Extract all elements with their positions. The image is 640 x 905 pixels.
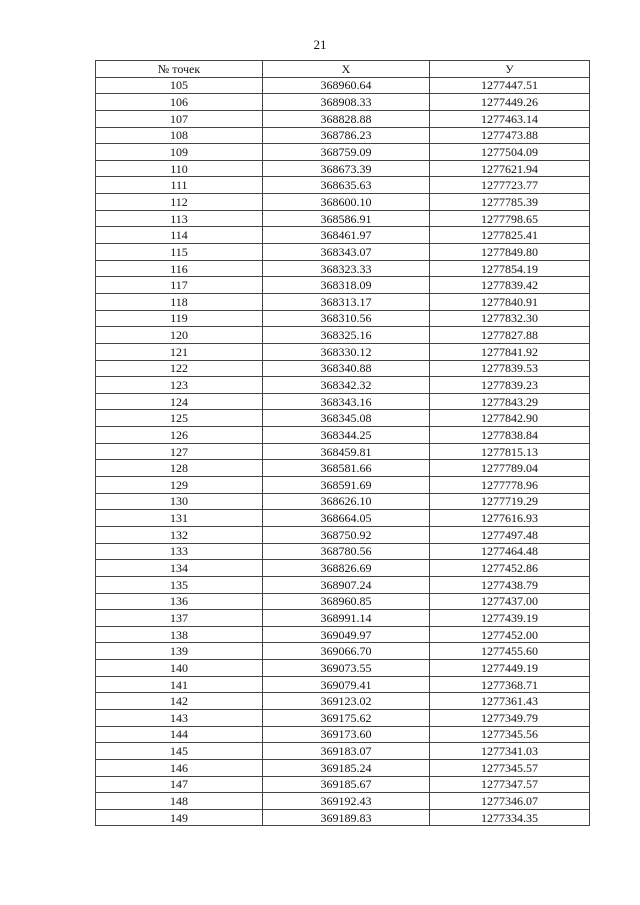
cell-x: 369079.41 xyxy=(263,676,430,693)
cell-x: 368664.05 xyxy=(263,510,430,527)
cell-point-number: 117 xyxy=(96,277,263,294)
table-row xyxy=(96,327,590,344)
cell-point-number: 107 xyxy=(96,110,263,127)
cell-point-number: 128 xyxy=(96,460,263,477)
table-row xyxy=(96,127,590,144)
cell-point-number: 131 xyxy=(96,510,263,527)
cell-point-number: 129 xyxy=(96,477,263,494)
cell-x: 368828.88 xyxy=(263,110,430,127)
cell-point-number: 109 xyxy=(96,144,263,161)
cell-point-number: 130 xyxy=(96,493,263,510)
cell-y: 1277497.48 xyxy=(430,526,590,543)
cell-point-number: 125 xyxy=(96,410,263,427)
table-row xyxy=(96,526,590,543)
cell-x: 368635.63 xyxy=(263,177,430,194)
cell-y: 1277849.80 xyxy=(430,244,590,261)
cell-y: 1277449.19 xyxy=(430,660,590,677)
cell-x: 368313.17 xyxy=(263,293,430,310)
cell-y: 1277334.35 xyxy=(430,809,590,826)
table-header xyxy=(96,61,590,78)
cell-x: 368323.33 xyxy=(263,260,430,277)
table-row xyxy=(96,610,590,627)
table-row xyxy=(96,310,590,327)
cell-y: 1277843.29 xyxy=(430,393,590,410)
cell-x: 368325.16 xyxy=(263,327,430,344)
table-row xyxy=(96,726,590,743)
cell-x: 368826.69 xyxy=(263,560,430,577)
table-row xyxy=(96,576,590,593)
cell-point-number: 123 xyxy=(96,377,263,394)
table-row xyxy=(96,560,590,577)
cell-x: 369073.55 xyxy=(263,660,430,677)
cell-y: 1277719.29 xyxy=(430,493,590,510)
table-row xyxy=(96,260,590,277)
cell-x: 368344.25 xyxy=(263,427,430,444)
cell-point-number: 134 xyxy=(96,560,263,577)
cell-point-number: 119 xyxy=(96,310,263,327)
table-row xyxy=(96,460,590,477)
cell-x: 369175.62 xyxy=(263,709,430,726)
cell-point-number: 138 xyxy=(96,626,263,643)
cell-y: 1277839.42 xyxy=(430,277,590,294)
cell-y: 1277825.41 xyxy=(430,227,590,244)
table-row xyxy=(96,660,590,677)
cell-x: 369173.60 xyxy=(263,726,430,743)
cell-y: 1277452.86 xyxy=(430,560,590,577)
cell-y: 1277839.23 xyxy=(430,377,590,394)
cell-y: 1277798.65 xyxy=(430,210,590,227)
cell-y: 1277839.53 xyxy=(430,360,590,377)
table-row xyxy=(96,676,590,693)
cell-point-number: 140 xyxy=(96,660,263,677)
cell-point-number: 105 xyxy=(96,77,263,94)
table-row xyxy=(96,493,590,510)
header-y: У xyxy=(430,61,590,78)
cell-x: 368459.81 xyxy=(263,443,430,460)
cell-y: 1277455.60 xyxy=(430,643,590,660)
cell-y: 1277464.48 xyxy=(430,543,590,560)
table-row xyxy=(96,793,590,810)
table-row xyxy=(96,693,590,710)
table-row xyxy=(96,543,590,560)
table-row xyxy=(96,227,590,244)
cell-x: 369066.70 xyxy=(263,643,430,660)
cell-x: 368786.23 xyxy=(263,127,430,144)
table-row xyxy=(96,94,590,111)
cell-point-number: 143 xyxy=(96,709,263,726)
cell-x: 369185.67 xyxy=(263,776,430,793)
cell-y: 1277447.51 xyxy=(430,77,590,94)
cell-x: 369185.24 xyxy=(263,759,430,776)
cell-point-number: 120 xyxy=(96,327,263,344)
cell-point-number: 124 xyxy=(96,393,263,410)
table-row xyxy=(96,626,590,643)
cell-x: 368991.14 xyxy=(263,610,430,627)
table-row xyxy=(96,210,590,227)
cell-x: 368750.92 xyxy=(263,526,430,543)
cell-x: 368586.91 xyxy=(263,210,430,227)
cell-point-number: 122 xyxy=(96,360,263,377)
table-row xyxy=(96,427,590,444)
cell-point-number: 106 xyxy=(96,94,263,111)
table-row xyxy=(96,343,590,360)
table-row xyxy=(96,443,590,460)
cell-y: 1277368.71 xyxy=(430,676,590,693)
cell-y: 1277452.00 xyxy=(430,626,590,643)
table-row xyxy=(96,110,590,127)
cell-x: 369123.02 xyxy=(263,693,430,710)
cell-x: 368310.56 xyxy=(263,310,430,327)
table-row xyxy=(96,393,590,410)
cell-point-number: 110 xyxy=(96,160,263,177)
cell-y: 1277840.91 xyxy=(430,293,590,310)
cell-y: 1277346.07 xyxy=(430,793,590,810)
table-row xyxy=(96,510,590,527)
cell-x: 368907.24 xyxy=(263,576,430,593)
cell-y: 1277361.43 xyxy=(430,693,590,710)
cell-x: 369049.97 xyxy=(263,626,430,643)
cell-y: 1277838.84 xyxy=(430,427,590,444)
cell-y: 1277449.26 xyxy=(430,94,590,111)
table-row xyxy=(96,743,590,760)
cell-y: 1277842.90 xyxy=(430,410,590,427)
table-row xyxy=(96,643,590,660)
cell-point-number: 116 xyxy=(96,260,263,277)
cell-x: 368780.56 xyxy=(263,543,430,560)
cell-point-number: 114 xyxy=(96,227,263,244)
table-row xyxy=(96,477,590,494)
cell-x: 369192.43 xyxy=(263,793,430,810)
cell-y: 1277841.92 xyxy=(430,343,590,360)
table-row xyxy=(96,144,590,161)
cell-y: 1277341.03 xyxy=(430,743,590,760)
cell-point-number: 133 xyxy=(96,543,263,560)
cell-point-number: 136 xyxy=(96,593,263,610)
cell-x: 368318.09 xyxy=(263,277,430,294)
cell-y: 1277723.77 xyxy=(430,177,590,194)
cell-point-number: 137 xyxy=(96,610,263,627)
cell-x: 368461.97 xyxy=(263,227,430,244)
cell-point-number: 121 xyxy=(96,343,263,360)
cell-point-number: 118 xyxy=(96,293,263,310)
cell-point-number: 145 xyxy=(96,743,263,760)
cell-y: 1277504.09 xyxy=(430,144,590,161)
cell-y: 1277778.96 xyxy=(430,477,590,494)
table-row xyxy=(96,377,590,394)
cell-x: 368581.66 xyxy=(263,460,430,477)
table-row xyxy=(96,809,590,826)
cell-point-number: 132 xyxy=(96,526,263,543)
cell-y: 1277827.88 xyxy=(430,327,590,344)
cell-point-number: 135 xyxy=(96,576,263,593)
table-row xyxy=(96,77,590,94)
header-x: X xyxy=(263,61,430,78)
cell-point-number: 149 xyxy=(96,809,263,826)
cell-x: 368343.07 xyxy=(263,244,430,261)
cell-x: 368340.88 xyxy=(263,360,430,377)
cell-y: 1277345.56 xyxy=(430,726,590,743)
cell-point-number: 146 xyxy=(96,759,263,776)
table-row xyxy=(96,709,590,726)
cell-point-number: 142 xyxy=(96,693,263,710)
table-row xyxy=(96,360,590,377)
page-number: 21 xyxy=(313,37,327,52)
cell-y: 1277438.79 xyxy=(430,576,590,593)
cell-point-number: 127 xyxy=(96,443,263,460)
cell-x: 368330.12 xyxy=(263,343,430,360)
cell-y: 1277621.94 xyxy=(430,160,590,177)
cell-point-number: 108 xyxy=(96,127,263,144)
table-row xyxy=(96,293,590,310)
table-body xyxy=(96,77,590,826)
cell-x: 369183.07 xyxy=(263,743,430,760)
coordinates-table xyxy=(95,60,590,826)
cell-x: 368759.09 xyxy=(263,144,430,161)
cell-point-number: 111 xyxy=(96,177,263,194)
table-row xyxy=(96,759,590,776)
cell-y: 1277349.79 xyxy=(430,709,590,726)
cell-y: 1277815.13 xyxy=(430,443,590,460)
cell-x: 368343.16 xyxy=(263,393,430,410)
cell-point-number: 148 xyxy=(96,793,263,810)
cell-point-number: 147 xyxy=(96,776,263,793)
cell-x: 368591.69 xyxy=(263,477,430,494)
header-row xyxy=(96,61,590,78)
cell-y: 1277785.39 xyxy=(430,194,590,211)
cell-x: 368960.85 xyxy=(263,593,430,610)
cell-y: 1277345.57 xyxy=(430,759,590,776)
cell-y: 1277616.93 xyxy=(430,510,590,527)
cell-y: 1277347.57 xyxy=(430,776,590,793)
cell-y: 1277789.04 xyxy=(430,460,590,477)
table-row xyxy=(96,177,590,194)
cell-y: 1277439.19 xyxy=(430,610,590,627)
table-row xyxy=(96,410,590,427)
cell-point-number: 126 xyxy=(96,427,263,444)
table-row xyxy=(96,593,590,610)
cell-x: 368673.39 xyxy=(263,160,430,177)
cell-point-number: 115 xyxy=(96,244,263,261)
cell-x: 368960.64 xyxy=(263,77,430,94)
cell-x: 369189.83 xyxy=(263,809,430,826)
cell-x: 368908.33 xyxy=(263,94,430,111)
cell-point-number: 112 xyxy=(96,194,263,211)
cell-point-number: 141 xyxy=(96,676,263,693)
table-row xyxy=(96,244,590,261)
cell-x: 368600.10 xyxy=(263,194,430,211)
cell-x: 368342.32 xyxy=(263,377,430,394)
cell-x: 368345.08 xyxy=(263,410,430,427)
cell-y: 1277437.00 xyxy=(430,593,590,610)
cell-y: 1277854.19 xyxy=(430,260,590,277)
cell-x: 368626.10 xyxy=(263,493,430,510)
cell-y: 1277832.30 xyxy=(430,310,590,327)
cell-point-number: 139 xyxy=(96,643,263,660)
table-row xyxy=(96,776,590,793)
cell-point-number: 144 xyxy=(96,726,263,743)
table-row xyxy=(96,277,590,294)
header-point-number: № точек xyxy=(96,61,263,78)
table-row xyxy=(96,194,590,211)
cell-point-number: 113 xyxy=(96,210,263,227)
table-row xyxy=(96,160,590,177)
cell-y: 1277463.14 xyxy=(430,110,590,127)
cell-y: 1277473.88 xyxy=(430,127,590,144)
